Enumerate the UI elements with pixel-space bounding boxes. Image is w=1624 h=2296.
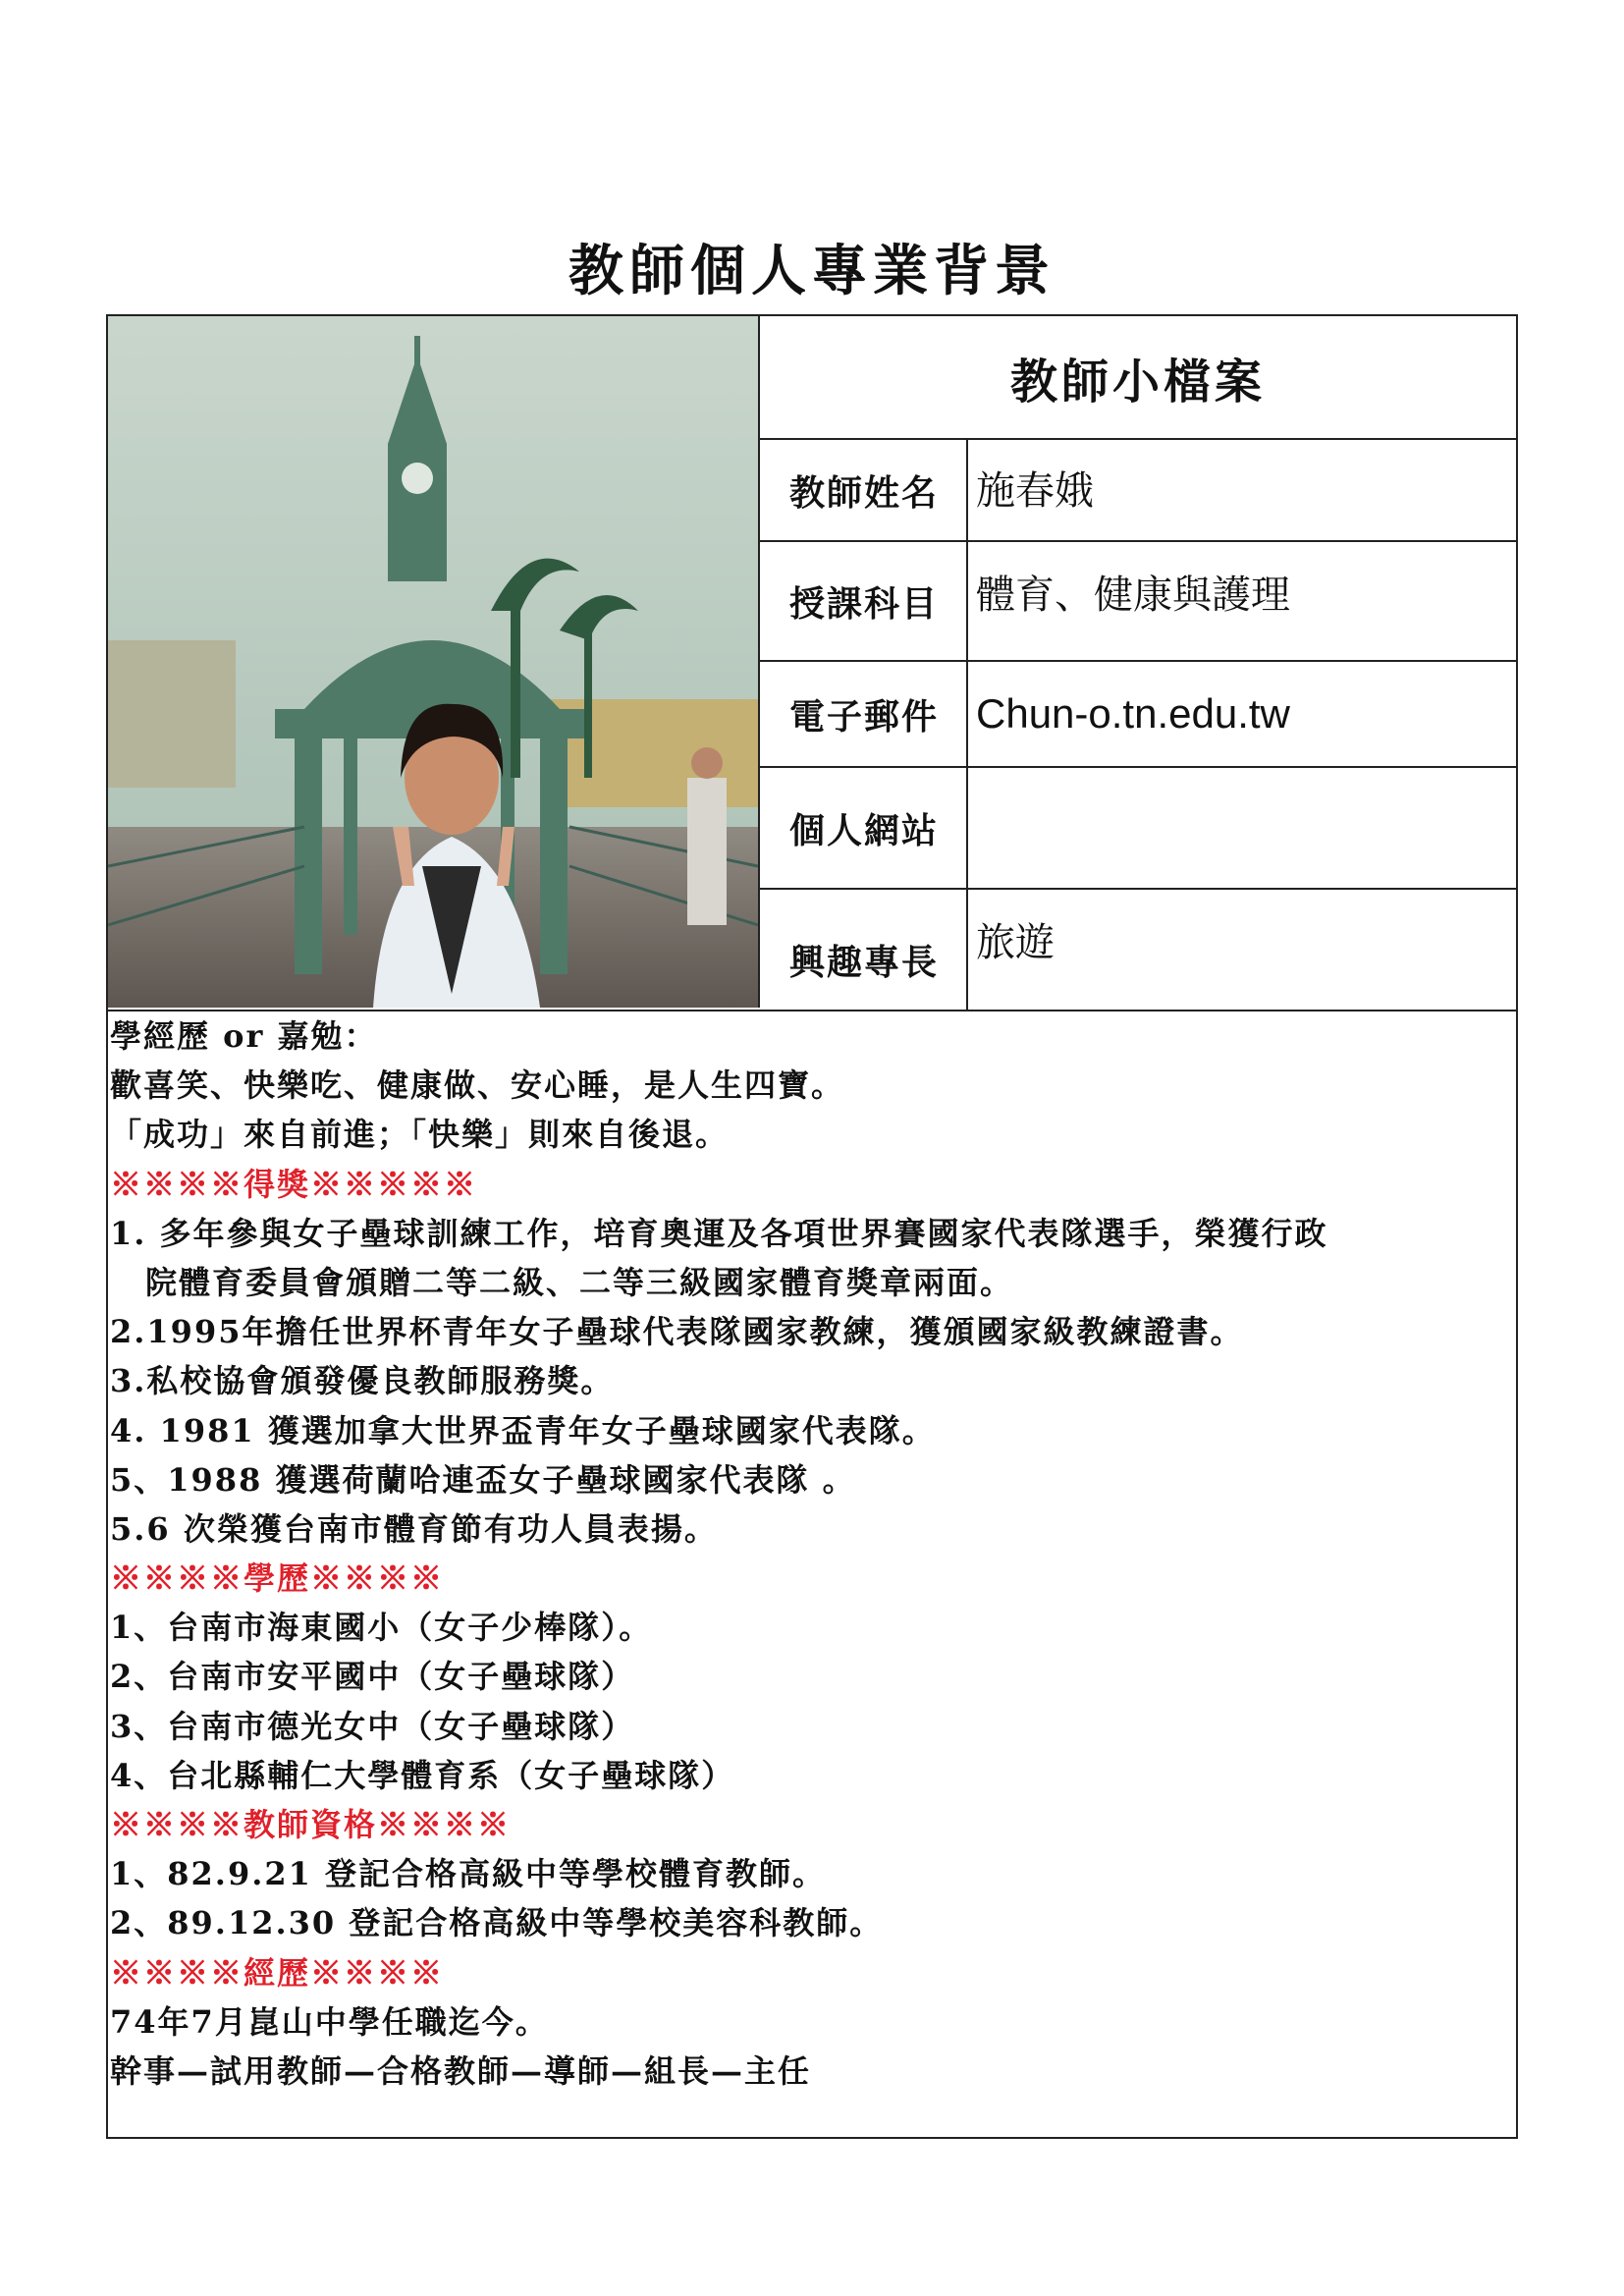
bio-line: 2、89.12.30 登記合格高級中等學校美容科教師。 [110,1904,884,1942]
bio-line: 幹事—試用教師—合格教師—導師—組長—主任 [110,2051,812,2090]
teacher-name: 施春娥 [976,467,1094,514]
bio-section-heading-education: ※※※※學歷※※※※ [110,1559,445,1598]
teacher-email: Chun-o.tn.edu.tw [976,690,1290,737]
bio-line: 4、台北縣輔仁大學體育系（女子壘球隊） [110,1756,735,1794]
bio-line: 3.私校協會頒發優良教師服務獎。 [110,1362,615,1400]
bio-line: 1、台南市海東國小（女子少棒隊）。 [110,1609,653,1647]
page-title: 教師個人專業背景 [568,239,1056,303]
profile-card-title: 教師小檔案 [760,316,1516,440]
bio-line: 1. 多年參與女子壘球訓練工作，培育奧運及各項世界賽國家代表隊選手，榮獲行政 [110,1214,1328,1252]
profile-label: 個人網站 [760,768,968,888]
bio-line: 歡喜笑、快樂吃、健康做、安心睡，是人生四寶。 [110,1066,845,1105]
bio-line: 1、82.9.21 登記合格高級中等學校體育教師。 [110,1855,827,1893]
profile-label: 授課科目 [760,542,968,660]
profile-row-interests [760,890,1516,1010]
bio-line: 3、台南市德光女中（女子壘球隊） [110,1707,635,1745]
bio-line: 5.6 次榮獲台南市體育節有功人員表揚。 [110,1509,718,1548]
bio-line: 院體育委員會頒贈二等二級、二等三級國家體育獎章兩面。 [145,1263,1014,1301]
bio-section-heading-qualifications: ※※※※教師資格※※※※ [110,1806,512,1843]
teacher-subjects: 體育、健康與護理 [976,573,1290,618]
profile-row-website [760,768,1516,890]
bio-section-heading-experience: ※※※※經歷※※※※ [110,1953,445,1992]
bio-line: 「成功」來自前進；「快樂」則來自後退。 [110,1116,730,1154]
bio-line: 2.1995年擔任世界杯青年女子壘球代表隊國家教練，獲頒國家級教練證書。 [110,1313,1244,1351]
profile-label: 教師姓名 [760,440,968,540]
profile-label: 興趣專長 [760,890,968,1010]
profile-row-subjects [760,542,1516,662]
profile-row-name [760,440,1516,542]
bio-line: 74年7月崑山中學任職迄今。 [110,2002,549,2041]
teacher-photo [108,316,760,1008]
bio-line: 5、1988 獲選荷蘭哈連盃女子壘球國家代表隊 。 [110,1460,856,1499]
bio-lines [110,1011,1386,2096]
bio-line: 學經歷 or 嘉勉： [110,1017,378,1055]
bio-section-heading-awards: ※※※※得獎※※※※※ [110,1165,478,1203]
bio-line: 4. 1981 獲選加拿大世界盃青年女子壘球國家代表隊。 [110,1411,936,1449]
teacher-interests: 旅遊 [976,920,1055,965]
bio-line: 2、台南市安平國中（女子壘球隊） [110,1658,635,1696]
teacher-website [968,768,1516,888]
profile-row-email [760,662,1516,768]
profile-label: 電子郵件 [760,662,968,766]
